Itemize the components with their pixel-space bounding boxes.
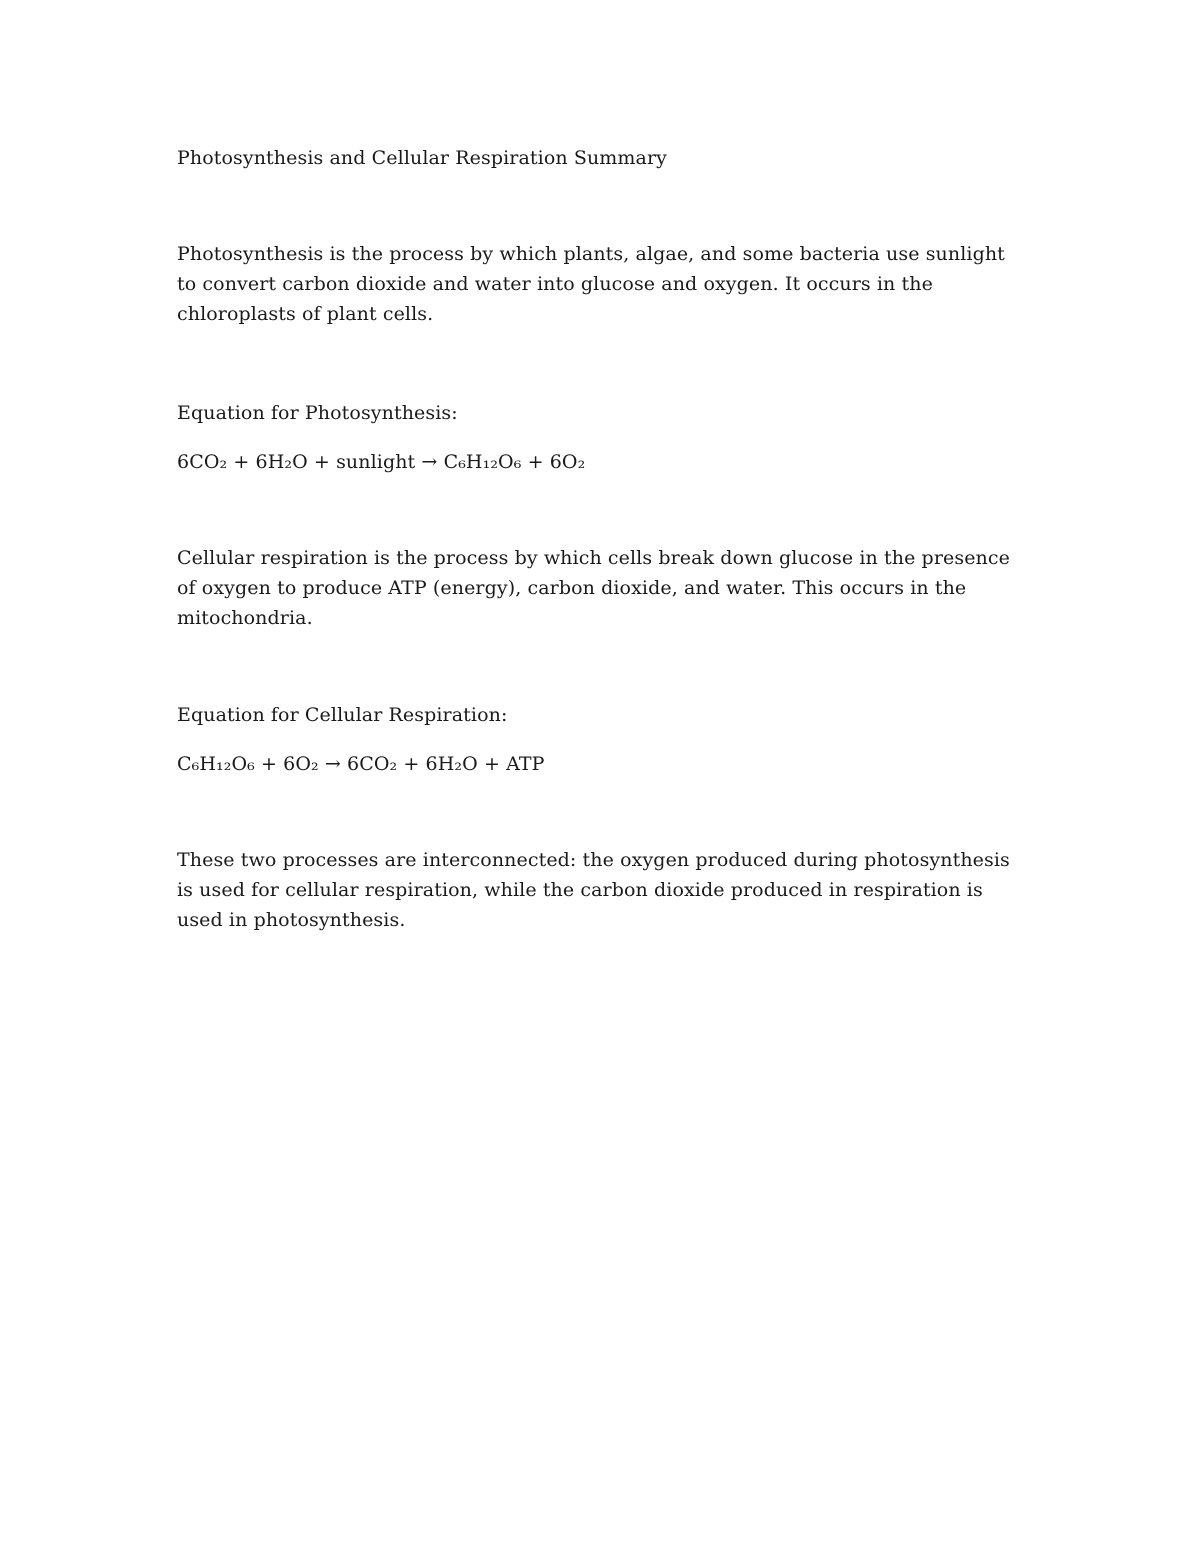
photosynthesis-equation-heading: Equation for Photosynthesis: [177,402,458,424]
document-body [177,143,1027,935]
respiration-equation-heading: Equation for Cellular Respiration: [177,704,508,726]
interconnection-paragraph: These two processes are interconnected: the oxygen produced during photosynthesis is used for cellular respiration, while the carbon dioxide produced in respiration is used in photosynthesis. [177,849,1010,931]
respiration-equation: C₆H₁₂O₆ + 6O₂ → 6CO₂ + 6H₂O + ATP [177,753,545,775]
photosynthesis-paragraph: Photosynthesis is the process by which plants, algae, and some bacteria use sunlight to convert carbon dioxide and water into glucose and oxygen. It occurs in the chloroplasts of plant cells. [177,243,1005,325]
respiration-paragraph: Cellular respiration is the process by which cells break down glucose in the presence of oxygen to produce ATP (energy), carbon dioxide, and water. This occurs in the mitochondria. [177,547,1010,629]
document-title: Photosynthesis and Cellular Respiration Summary [177,147,667,169]
photosynthesis-equation: 6CO₂ + 6H₂O + sunlight → C₆H₁₂O₆ + 6O₂ [177,451,586,473]
